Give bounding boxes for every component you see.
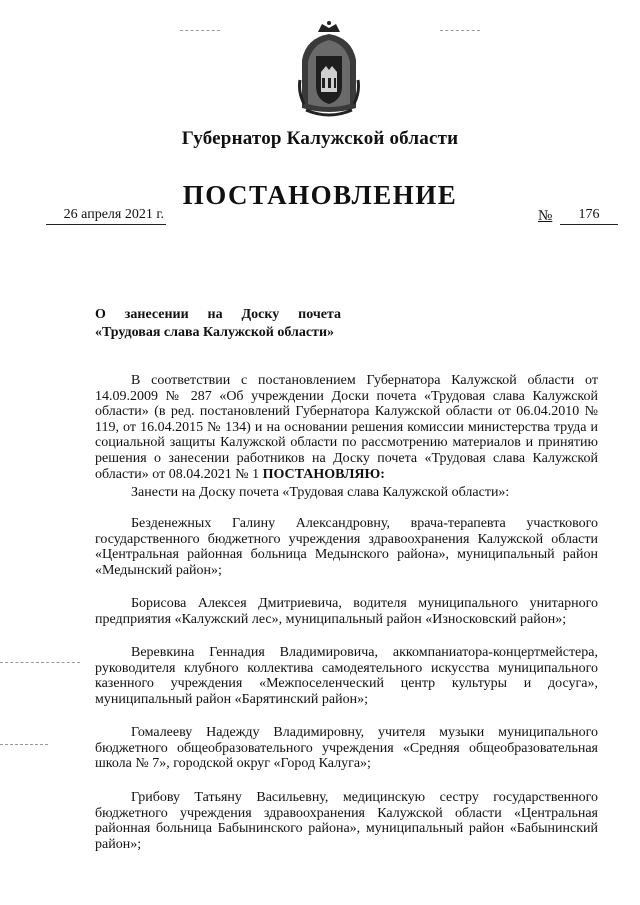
number-label: № xyxy=(538,208,553,224)
kaluga-coat-of-arms-icon xyxy=(298,20,360,120)
entry-text: Грибову Татьяну Васильевну, медицинскую сестру государственного бюджетного учреждения здравоохранения Калужской области «Центральная районная больница Бабынинского района», муниципальный район «Бабынинский район»; xyxy=(95,790,598,852)
preamble-paragraph xyxy=(95,373,598,482)
subject-word: О xyxy=(95,307,106,322)
scan-artifact xyxy=(0,744,48,745)
subject-word: занесении xyxy=(124,307,189,322)
subject-word: Доску xyxy=(241,307,280,322)
entry-text: Борисова Алексея Дмитриевича, водителя муниципального унитарного предприятия «Калужский лес», муниципальный район «Износковский район»; xyxy=(95,596,598,627)
award-entry xyxy=(95,596,598,627)
subject-heading xyxy=(95,306,341,342)
entry-text: Веревкина Геннадия Владимировича, аккомпаниатора-концертмейстера, руководителя клубного коллектива самодеятельного искусства муниципального казенного учреждения «Межпоселенческий центр культуры и досуга», муниципальный район «Барятинский район»; xyxy=(95,645,598,707)
document-type-title: ПОСТАНОВЛЕНИЕ xyxy=(182,180,458,210)
subject-word: на xyxy=(207,307,223,322)
award-entry xyxy=(95,516,598,578)
scan-artifact xyxy=(0,662,80,663)
entry-text: Гомалееву Надежду Владимировну, учителя музыки муниципального бюджетного общеобразовательного учреждения «Средняя общеобразовательная школа № 7», городской округ «Город Калуга»; xyxy=(95,725,598,772)
subject-line-1 xyxy=(95,306,341,324)
subject-line-2: «Трудовая слава Калужской области» xyxy=(95,325,335,340)
award-entry xyxy=(95,645,598,707)
subject-word: почета xyxy=(298,307,341,322)
award-entry xyxy=(95,790,598,852)
document-date: 26 апреля 2021 г. xyxy=(46,206,166,225)
intro-paragraph xyxy=(95,485,598,501)
entry-text: Безденежных Галину Александровну, врача-терапевта участкового государственного бюджетного учреждения здравоохранения Калужской области «Центральная районная больница Медынского района», муниципальный район «Медынский район»; xyxy=(95,516,598,578)
issuing-authority: Губернатор Калужской области xyxy=(181,128,459,149)
decree-word: ПОСТАНОВЛЯЮ: xyxy=(262,466,385,482)
scan-artifact xyxy=(440,30,480,31)
intro-text: Занести на Доску почета «Трудовая слава Калужской области»: xyxy=(131,485,510,500)
preamble-text: В соответствии с постановлением Губернатора Калужской области от 14.09.2009 № 287 «Об учреждении Доски почета «Трудовая слава Калужской области» (в ред. постановлений Губернатора Калужской области от 06.04.2010 № 119, от 16.04.2015 № 134) и на основании решения комиссии министерства труда и социальной защиты Калужской области по рассмотрению материалов и принятию решения о занесении работников на Доску почета «Трудовая слава Калужской области» от 08.04.2021 № 1 xyxy=(95,373,598,482)
scan-artifact xyxy=(180,30,220,31)
document-number: 176 xyxy=(560,206,618,225)
award-entry xyxy=(95,725,598,772)
